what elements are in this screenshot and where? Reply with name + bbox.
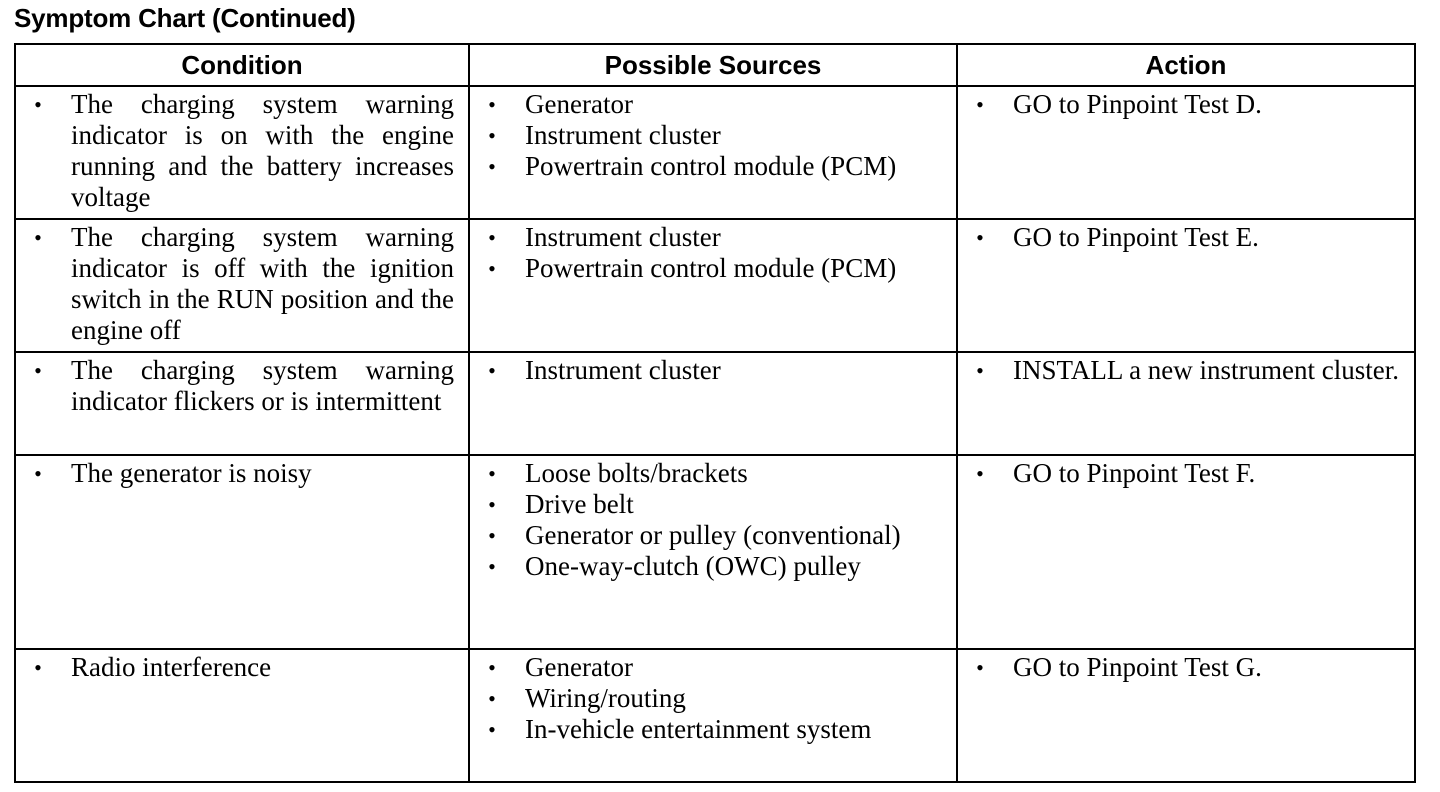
list-item — [16, 222, 468, 346]
list-item — [470, 551, 956, 582]
action-text: INSTALL a new instrument cluster. — [1013, 355, 1400, 385]
condition-cell — [15, 219, 469, 352]
action-text: GO to Pinpoint Test D. — [1013, 89, 1262, 119]
list-item — [470, 652, 956, 683]
list-item — [16, 89, 468, 213]
bullet-icon: • — [976, 225, 984, 250]
source-text: Generator — [525, 89, 633, 119]
source-text: Instrument cluster — [525, 355, 721, 385]
bullet-icon: • — [976, 92, 984, 117]
source-text: Wiring/routing — [525, 683, 686, 713]
table-row — [15, 86, 1415, 219]
list-item — [958, 222, 1414, 253]
bullet-icon: • — [488, 554, 496, 579]
list-item — [470, 355, 956, 386]
condition-text: The charging system warning indicator is on with the engine running and the battery increases voltage — [71, 89, 454, 212]
source-text: Loose bolts/brackets — [525, 458, 748, 488]
table-row — [15, 455, 1415, 649]
source-text: Drive belt — [525, 489, 634, 519]
header-action: Action — [957, 44, 1415, 86]
list-item — [470, 89, 956, 120]
source-text: In-vehicle entertainment system — [525, 714, 872, 744]
source-text: Powertrain control module (PCM) — [525, 253, 897, 283]
sources-cell — [469, 219, 957, 352]
bullet-icon: • — [34, 461, 42, 486]
list-item — [470, 253, 956, 284]
bullet-icon: • — [488, 358, 496, 383]
list-item — [958, 355, 1414, 386]
bullet-icon: • — [488, 256, 496, 281]
list-item — [470, 489, 956, 520]
action-text: GO to Pinpoint Test G. — [1013, 652, 1262, 682]
bullet-icon: • — [488, 655, 496, 680]
list-item — [16, 355, 468, 417]
sources-cell — [469, 352, 957, 455]
source-text: Generator or pulley (conventional) — [525, 520, 901, 550]
condition-cell — [15, 352, 469, 455]
list-item — [470, 683, 956, 714]
bullet-icon: • — [976, 358, 984, 383]
action-cell — [957, 649, 1415, 782]
condition-text: Radio interference — [71, 652, 272, 682]
bullet-icon: • — [488, 717, 496, 742]
bullet-icon: • — [976, 461, 984, 486]
bullet-icon: • — [488, 523, 496, 548]
table-row — [15, 219, 1415, 352]
header-possible-sources: Possible Sources — [469, 44, 957, 86]
action-cell — [957, 352, 1415, 455]
header-condition: Condition — [15, 44, 469, 86]
list-item — [470, 520, 956, 551]
bullet-icon: • — [488, 225, 496, 250]
list-item — [470, 120, 956, 151]
sources-cell — [469, 455, 957, 649]
list-item — [470, 222, 956, 253]
bullet-icon: • — [34, 358, 42, 383]
action-text: GO to Pinpoint Test F. — [1013, 458, 1256, 488]
condition-cell — [15, 649, 469, 782]
list-item — [470, 458, 956, 489]
list-item — [470, 151, 956, 182]
table-header-row — [15, 44, 1415, 86]
source-text: Instrument cluster — [525, 120, 721, 150]
source-text: Generator — [525, 652, 633, 682]
source-text: Instrument cluster — [525, 222, 721, 252]
bullet-icon: • — [34, 225, 42, 250]
list-item — [958, 458, 1414, 489]
bullet-icon: • — [34, 92, 42, 117]
condition-text: The charging system warning indicator is off with the ignition switch in the RUN position and the engine off — [71, 222, 454, 345]
bullet-icon: • — [488, 492, 496, 517]
page-title: Symptom Chart (Continued) — [14, 3, 356, 33]
bullet-icon: • — [34, 655, 42, 680]
condition-text: The charging system warning indicator flickers or is intermittent — [71, 355, 454, 416]
table-row — [15, 352, 1415, 455]
action-cell — [957, 219, 1415, 352]
list-item — [958, 652, 1414, 683]
action-cell — [957, 86, 1415, 219]
bullet-icon: • — [488, 686, 496, 711]
action-cell — [957, 455, 1415, 649]
symptom-chart-table — [14, 43, 1416, 783]
condition-cell — [15, 86, 469, 219]
source-text: One-way-clutch (OWC) pulley — [525, 551, 861, 581]
bullet-icon: • — [976, 655, 984, 680]
source-text: Powertrain control module (PCM) — [525, 151, 897, 181]
condition-text: The generator is noisy — [71, 458, 312, 488]
bullet-icon: • — [488, 154, 496, 179]
list-item — [16, 652, 468, 683]
bullet-icon: • — [488, 461, 496, 486]
list-item — [16, 458, 468, 489]
table-row — [15, 649, 1415, 782]
condition-cell — [15, 455, 469, 649]
action-text: GO to Pinpoint Test E. — [1013, 222, 1259, 252]
list-item — [470, 714, 956, 745]
list-item — [958, 89, 1414, 120]
bullet-icon: • — [488, 92, 496, 117]
sources-cell — [469, 86, 957, 219]
bullet-icon: • — [488, 123, 496, 148]
sources-cell — [469, 649, 957, 782]
